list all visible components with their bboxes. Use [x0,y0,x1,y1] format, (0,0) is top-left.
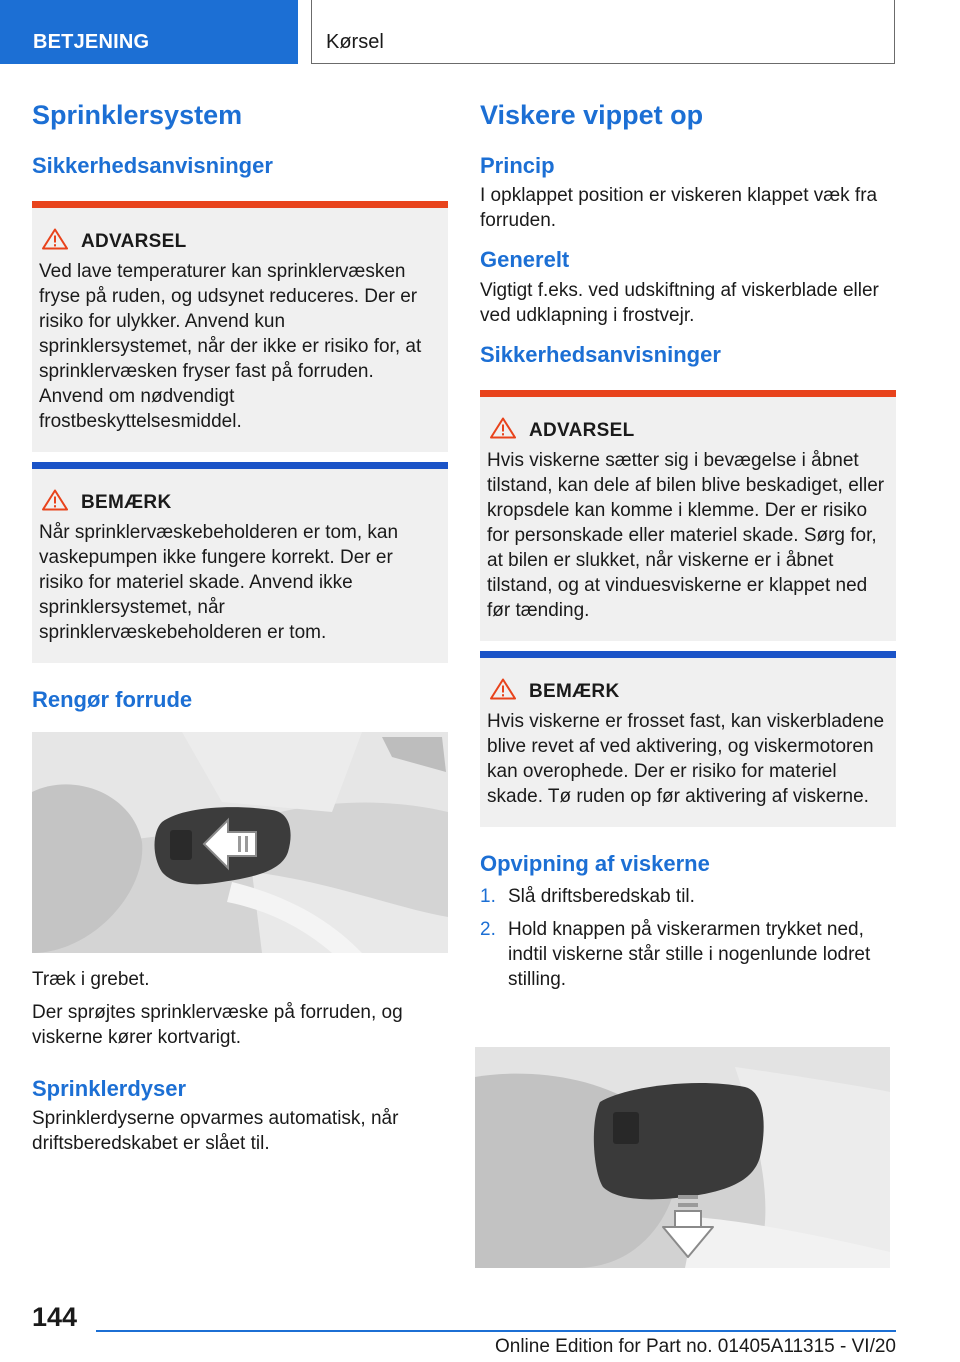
clean-windshield-heading: Rengør forrude [32,687,193,713]
list-item [480,884,896,909]
note-text: Når sprinklervæskebeholderen er tom, kan vaskepumpen ikke fungere korrekt. Der er risiko for materiel skade. Anvend ikke sprinklersystemet, når sprinklervæskebeholderen er tom. [39,522,399,644]
principle-heading: Princip [480,153,555,179]
nozzles-heading: Sprinklerdyser [32,1075,187,1101]
general-text: Vigtigt f.eks. ved udskiftning af viskerblade eller ved udklapning i frostvejr. [480,279,879,326]
clean-result-text: Der sprøjtes sprinklervæske på forruden, og viskerne kører kortvarigt. [32,1001,403,1048]
warning-text: Ved lave temperaturer kan sprinklervæsken fryse på ruden, og udsynet reduceres. Der er risiko for ulykker. Anvend kun sprinklersystemet, når der ikke er risiko for, at sprinklervæsken fryser fast på forruden. Anvend om nødvendigt frostbeskyttelsesmiddel. [39,261,422,433]
wiper-lever-pull-photo [32,732,448,953]
step-number: 1. [480,885,496,907]
warning-box [32,201,448,452]
general-heading: Generelt [480,247,570,273]
section-title: Viskere vippet op [480,100,704,130]
note-box [32,462,448,663]
warning-triangle-icon [42,489,68,516]
safety-heading: Sikkerhedsanvisninger [480,341,721,367]
safety-heading: Sikkerhedsanvisninger [32,153,273,179]
wiper-lever-down-photo [475,1047,890,1268]
warning-label: ADVARSEL [529,419,635,441]
right-column [480,100,896,1000]
chapter-title: Kørsel [311,0,895,64]
edition-text: Online Edition for Part no. 01405A11315 - VI/20 [494,1336,896,1357]
list-item [480,917,896,992]
left-column [32,100,448,1156]
step-text: Hold knappen på viskerarmen trykket ned, indtil viskerne står stille i nogenlunde lodret stilling. [508,918,871,990]
warning-triangle-icon [490,417,516,444]
folding-heading: Opvipning af viskerne [480,851,710,877]
note-text: Hvis viskerne er frosset fast, kan viskerbladene blive revet af ved aktivering, og viskermotoren kan overophede. Der er risiko for materiel skade. Tø ruden op før aktivering af viskerne. [487,711,885,808]
step-text: Slå driftsberedskab til. [508,885,695,907]
section-title: Sprinklersystem [32,100,243,130]
warning-label: ADVARSEL [81,230,187,252]
clean-step-text: Træk i grebet. [32,968,150,990]
step-number: 2. [480,918,496,940]
warning-text: Hvis viskerne sætter sig i bevægelse i åbnet tilstand, kan dele af bilen blive beskadiget, eller kropsdele kan komme i klemme. Der er risiko for personskade eller materiel skade. Sørg for, at bilen er slukket, når viskerne er i åbnet tilstand, og at vinduesviskerne er klappet ned før tænding. [487,450,885,622]
warning-box [480,390,896,641]
warning-triangle-icon [42,228,68,255]
warning-triangle-icon [490,678,516,705]
principle-text: I opklappet position er viskeren klappet væk fra forruden. [480,185,878,232]
footer-divider [96,1330,896,1332]
note-box [480,651,896,827]
nozzles-text: Sprinklerdyserne opvarmes automatisk, når driftsberedskabet er slået til. [32,1108,399,1155]
section-tab: BETJENING [0,0,298,64]
note-label: BEMÆRK [81,491,172,513]
steps-list [480,884,896,992]
page-number: 144 [32,1302,78,1332]
note-label: BEMÆRK [529,680,620,702]
